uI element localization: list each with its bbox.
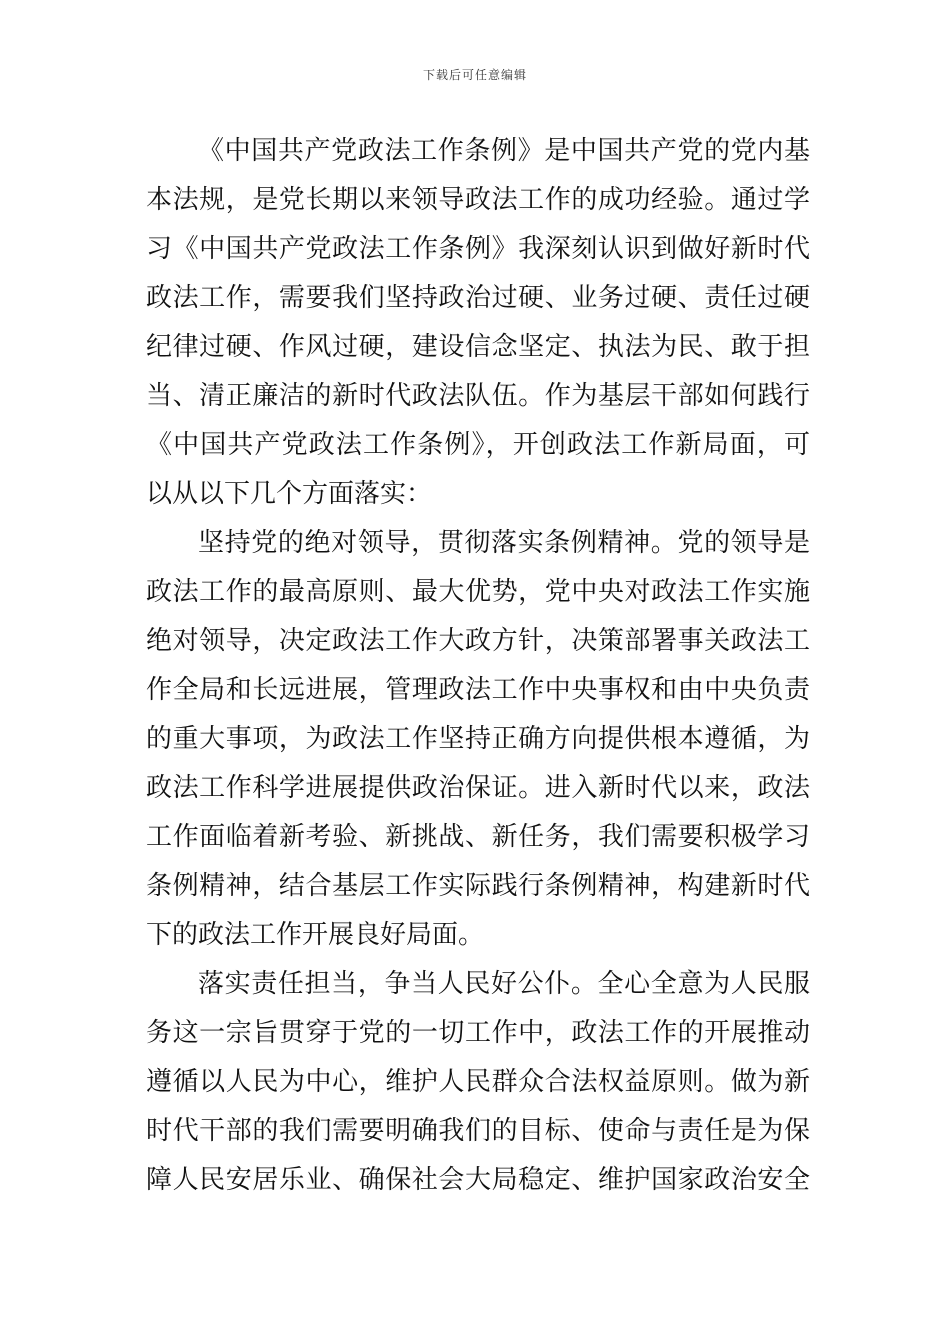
text-line: 政法工作，需要我们坚持政治过硬、业务过硬、责任过硬 xyxy=(146,283,810,313)
text-line: 障人民安居乐业、确保社会大局稳定、维护国家政治安全 xyxy=(146,1165,810,1195)
paragraph-1 xyxy=(146,127,810,519)
text-line: 务这一宗旨贯穿于党的一切工作中，政法工作的开展推动 xyxy=(146,1018,810,1048)
text-line: 政法工作科学进展提供政治保证。进入新时代以来，政法 xyxy=(146,773,810,803)
text-line: 习《中国共产党政法工作条例》我深刻认识到做好新时代 xyxy=(146,234,810,264)
text-line: 的重大事项，为政法工作坚持正确方向提供根本遵循，为 xyxy=(146,724,810,754)
text-line: 《中国共产党政法工作条例》是中国共产党的党内基 xyxy=(198,136,810,166)
text-line: 当、清正廉洁的新时代政法队伍。作为基层干部如何践行 xyxy=(146,381,810,411)
paragraph-3 xyxy=(146,960,810,1205)
text-line: 绝对领导，决定政法工作大政方针，决策部署事关政法工 xyxy=(146,626,810,656)
text-line: 坚持党的绝对领导，贯彻落实条例精神。党的领导是 xyxy=(198,528,810,558)
text-line: 工作面临着新考验、新挑战、新任务，我们需要积极学习 xyxy=(146,822,810,852)
text-line: 落实责任担当，争当人民好公仆。全心全意为人民服 xyxy=(198,969,810,999)
text-line: 作全局和长远进展，管理政法工作中央事权和由中央负责 xyxy=(146,675,810,705)
document-body xyxy=(146,127,810,1205)
text-line: 时代干部的我们需要明确我们的目标、使命与责任是为保 xyxy=(146,1116,810,1146)
text-line: 《中国共产党政法工作条例》，开创政法工作新局面，可 xyxy=(146,430,810,460)
text-line: 下的政法工作开展良好局面。 xyxy=(146,920,485,950)
header-note: 下载后可任意编辑 xyxy=(422,68,527,82)
text-line: 本法规，是党长期以来领导政法工作的成功经验。通过学 xyxy=(146,185,810,215)
text-line: 纪律过硬、作风过硬，建设信念坚定、执法为民、敢于担 xyxy=(146,332,810,362)
paragraph-2 xyxy=(146,519,810,960)
text-line: 遵循以人民为中心，维护人民群众合法权益原则。做为新 xyxy=(146,1067,810,1097)
text-line: 以从以下几个方面落实： xyxy=(146,479,433,509)
text-line: 条例精神，结合基层工作实际践行条例精神，构建新时代 xyxy=(146,871,810,901)
text-line: 政法工作的最高原则、最大优势，党中央对政法工作实施 xyxy=(146,577,810,607)
